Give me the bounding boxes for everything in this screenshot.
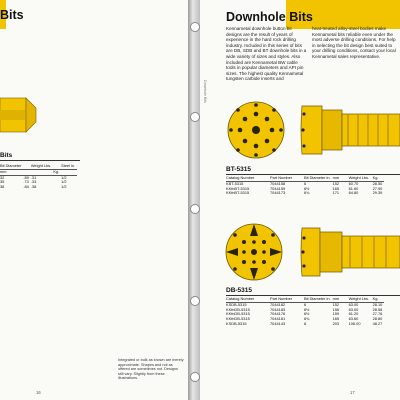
table-cell: 64.80 bbox=[348, 190, 359, 196]
table-cell: 35 bbox=[0, 179, 5, 185]
table-cell: KSDB-5315 bbox=[226, 320, 247, 326]
db-th-catalog: Catalog Number bbox=[226, 297, 270, 302]
table-cell: .89 bbox=[23, 174, 29, 180]
table-cell: KKfnDB-5315 bbox=[226, 306, 250, 312]
table-cell: 7044182 bbox=[270, 301, 286, 307]
table-cell: .33 bbox=[30, 179, 37, 185]
table-cell: 7044143 bbox=[270, 320, 286, 326]
table-cell: 6½ bbox=[304, 311, 310, 317]
bt-th-catalog: Catalog Number bbox=[226, 176, 270, 181]
db-bit-side-illustration bbox=[300, 222, 400, 282]
table-cell: 60.70 bbox=[348, 180, 359, 186]
table-cell: .38 bbox=[30, 184, 37, 190]
table-cell: 106.00 bbox=[348, 320, 361, 326]
db-th-mm: mm bbox=[333, 297, 349, 302]
binder-ring bbox=[190, 22, 200, 32]
table-cell: .84 bbox=[23, 184, 29, 190]
table-cell: 7044159 bbox=[270, 185, 286, 191]
table-cell: 6½ bbox=[304, 306, 310, 312]
table-cell: 27.76 bbox=[372, 311, 383, 317]
left-th-steel: Steel in. bbox=[61, 163, 76, 168]
table-cell: 28.80 bbox=[372, 316, 383, 322]
table-cell: 6 bbox=[304, 301, 307, 307]
binder-ring bbox=[190, 296, 200, 306]
right-page bbox=[200, 0, 400, 400]
table-cell: 7044183 bbox=[270, 306, 286, 312]
table-cell: 1/2 bbox=[61, 174, 67, 180]
table-cell: 27.90 bbox=[372, 185, 383, 191]
binder-gutter bbox=[188, 0, 200, 400]
table-row bbox=[0, 185, 77, 190]
bt-th-weight: Weight Lbs. bbox=[349, 176, 373, 181]
table-cell: 7044181 bbox=[270, 316, 286, 322]
table-cell: 29.39 bbox=[372, 190, 383, 196]
left-footnote: Integrated or bulk as shown are merely approximate. Shapes and not as offered are sometimes not. Designs still vary. Slightly from these illustrations. bbox=[118, 358, 184, 381]
db-bit-face-illustration bbox=[224, 222, 284, 282]
left-section-title: Bits bbox=[0, 152, 13, 159]
bt-bit-face-illustration bbox=[226, 100, 286, 160]
table-cell: KKfnBT-5315 bbox=[226, 190, 250, 196]
left-th-diameter: Bit Diameter bbox=[0, 163, 22, 168]
table-cell: 28.10 bbox=[372, 301, 383, 307]
left-th-weight: Weight Lbs. bbox=[30, 163, 52, 168]
binder-ring bbox=[190, 112, 200, 122]
left-page-number: 16 bbox=[36, 390, 41, 395]
table-cell: 152 bbox=[332, 180, 340, 186]
table-cell: KBT-5315 bbox=[226, 180, 244, 186]
left-bit-illustration bbox=[0, 90, 40, 140]
bt-th-kg: Kg. bbox=[373, 176, 385, 181]
table-cell: 6¾ bbox=[304, 316, 310, 322]
table-cell: .73 bbox=[23, 179, 29, 185]
table-cell: 159 bbox=[332, 311, 340, 317]
table-cell: 38 bbox=[0, 184, 5, 190]
table-cell: 156 bbox=[332, 306, 340, 312]
table-cell: 63.00 bbox=[348, 306, 359, 312]
bt-th-diameter: Bit Diameter in. bbox=[304, 175, 331, 180]
side-label: Downhole Bits bbox=[203, 80, 207, 103]
table-cell: 28.58 bbox=[372, 306, 383, 312]
table-cell: 6½ bbox=[304, 185, 310, 191]
table-cell: 7044158 bbox=[270, 180, 286, 186]
db-th-kg: Kg. bbox=[373, 297, 385, 302]
table-cell: 165 bbox=[332, 316, 340, 322]
left-section-rule bbox=[0, 160, 80, 161]
binder-ring bbox=[190, 372, 200, 382]
table-cell: 1/2 bbox=[61, 184, 67, 190]
binder-ring bbox=[190, 204, 200, 214]
table-cell: 7044176 bbox=[270, 311, 286, 317]
table-cell: KKfnBT-5315 bbox=[226, 185, 250, 191]
left-th-mm: mm bbox=[0, 169, 23, 175]
bt-th-mm: mm bbox=[333, 176, 349, 181]
db-spec-table bbox=[226, 297, 384, 327]
left-page-title: Bits bbox=[0, 8, 24, 22]
table-cell: KKfnDB-5315 bbox=[226, 316, 250, 322]
table-cell: 63.00 bbox=[348, 301, 359, 307]
db-section-title: DB-5315 bbox=[226, 287, 253, 294]
table-cell: 61.20 bbox=[348, 311, 359, 317]
table-cell: 8 bbox=[304, 320, 307, 326]
intro-column-1: Kennametal downhole button bit designs are the result of years of experience in the hard rock drilling industry. Included in this series of bits are DB, SDB and BT downhole bits in a wide variety of sizes and styles. Also included are Kennametal BW cable tools in popular diameters and API pin sizes. The highest quality Kennametal tungsten carbide inserts and bbox=[226, 26, 307, 82]
table-cell: 6 bbox=[304, 180, 307, 186]
table-cell: .31 bbox=[30, 174, 37, 180]
intro-column-2: heat-treated alloy-steel bodies make Kennametal bits reliable even under the most adverse drilling conditions. For help in selecting the bit design best suited to your drilling conditions, contact your local Kennametal sales representative. bbox=[312, 26, 396, 59]
table-cell: 171 bbox=[332, 190, 340, 196]
table-cell: 32 bbox=[0, 174, 5, 180]
bt-bit-side-illustration bbox=[300, 100, 400, 160]
right-page-title: Downhole Bits bbox=[226, 10, 313, 24]
left-page bbox=[0, 0, 188, 400]
table-cell: 6¾ bbox=[304, 190, 310, 196]
right-page-number: 17 bbox=[350, 390, 355, 395]
table-cell: KSDB-5315 bbox=[226, 301, 247, 307]
table-row bbox=[226, 322, 384, 327]
bt-th-part: Part Number bbox=[270, 176, 304, 181]
table-cell: 48.27 bbox=[372, 320, 383, 326]
bt-section-title: BT-5315 bbox=[226, 166, 251, 173]
bt-spec-table bbox=[226, 176, 384, 196]
table-cell: 152 bbox=[332, 301, 340, 307]
table-cell: 61.60 bbox=[348, 185, 359, 191]
left-spec-table bbox=[0, 164, 77, 190]
table-row bbox=[226, 191, 384, 196]
table-cell: 63.60 bbox=[348, 316, 359, 322]
table-cell: 203 bbox=[332, 320, 340, 326]
db-th-diameter: Bit Diameter in. bbox=[304, 296, 331, 301]
table-cell: 165 bbox=[332, 185, 340, 191]
db-th-part: Part Number bbox=[270, 297, 304, 302]
table-cell: 7044173 bbox=[270, 190, 286, 196]
table-cell: 1/2 bbox=[61, 179, 67, 185]
table-cell: 28.50 bbox=[372, 180, 383, 186]
table-cell: KKfnDB-5315 bbox=[226, 311, 250, 317]
db-th-weight: Weight Lbs. bbox=[349, 297, 373, 302]
left-th-kg: Kg. bbox=[53, 168, 60, 174]
